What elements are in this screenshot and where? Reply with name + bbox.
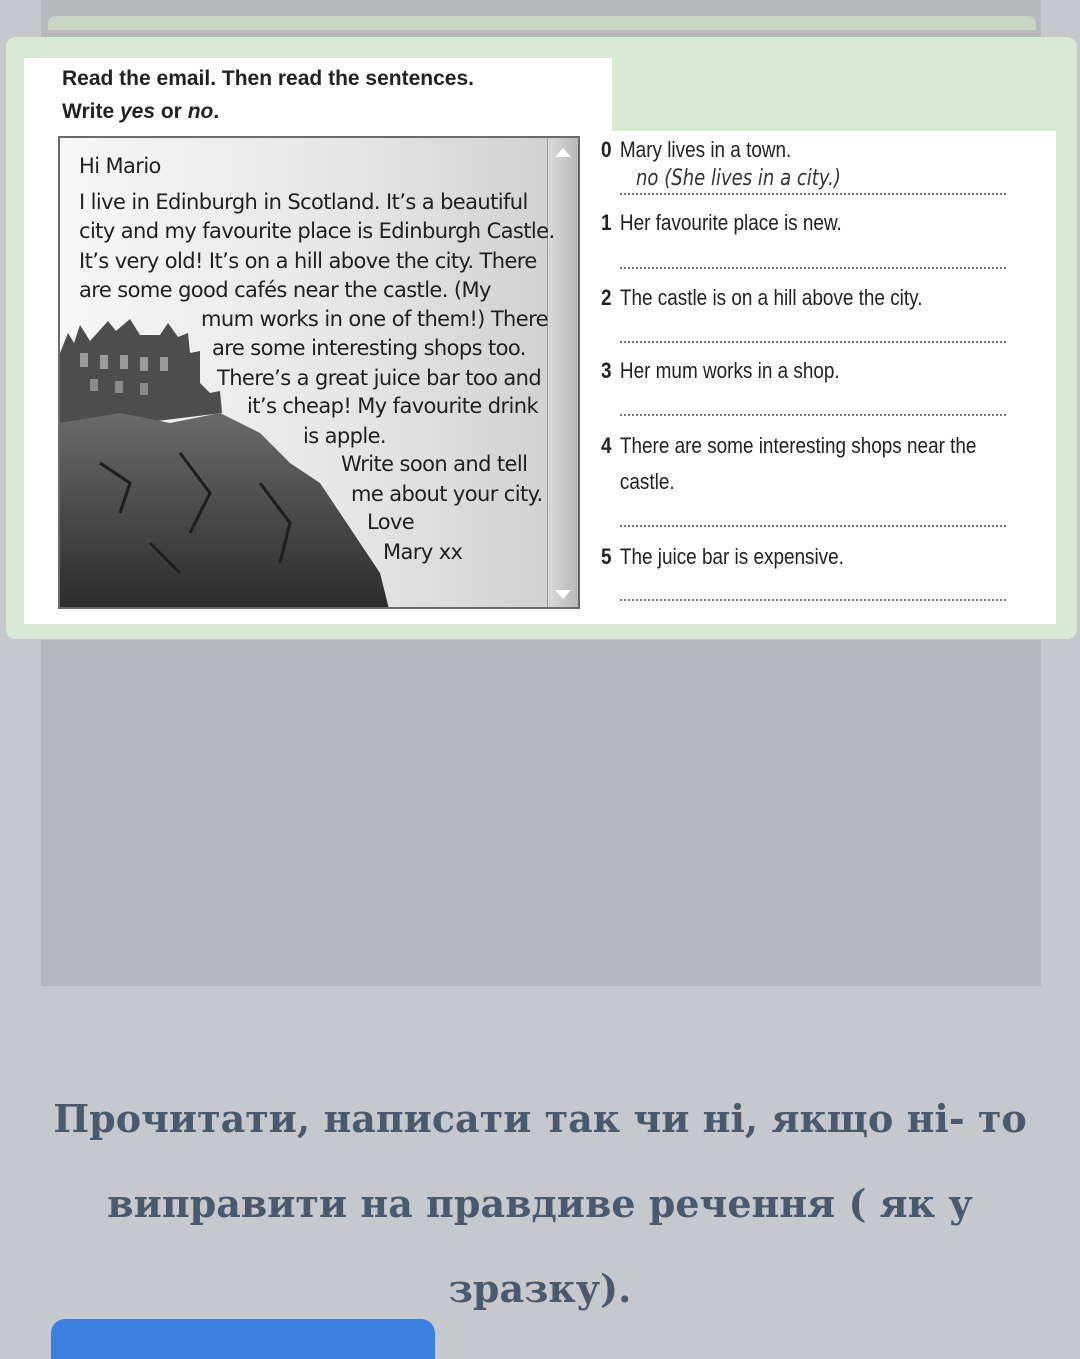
- email-signature: Mary xx: [383, 540, 463, 564]
- email-line: me about your city.: [351, 482, 543, 506]
- email-line: It’s very old! It’s on a hill above the city. There: [79, 249, 537, 273]
- sentence-4-continued: castle.: [619, 469, 675, 494]
- email-greeting: Hi Mario: [79, 154, 161, 178]
- email-signoff: Love: [367, 510, 415, 534]
- email-line: Write soon and tell: [341, 452, 528, 476]
- sentence-2: 2 The castle is on a hill above the city.: [601, 285, 923, 310]
- sentence-5: 5 The juice bar is expensive.: [601, 544, 844, 569]
- email-scrollbar[interactable]: [547, 138, 578, 607]
- email-line: mum works in one of them!) There: [201, 307, 548, 331]
- answer-line-4: [620, 525, 1006, 527]
- email-line: are some interesting shops too.: [212, 336, 526, 360]
- instruction-line-1: Read the email. Then read the sentences.: [62, 67, 474, 90]
- question-text: Прочитати, написати так чи ні, якщо ні- то виправити на правдиве речення ( як у зразку).: [53, 1096, 1027, 1311]
- sentence-1: 1 Her favourite place is new.: [601, 210, 842, 235]
- sentence-3: 3 Her mum works in a shop.: [601, 358, 840, 383]
- email-line: There’s a great juice bar too and: [217, 366, 542, 390]
- email-line: city and my favourite place is Edinburgh Castle.: [79, 219, 555, 243]
- email-line: I live in Edinburgh in Scotland. It’s a beautiful: [79, 190, 528, 214]
- instruction-line-2: Write yes or no.: [62, 100, 220, 123]
- email-line: it’s cheap! My favourite drink: [247, 394, 539, 418]
- answer-button[interactable]: [51, 1319, 435, 1359]
- answer-line-1: [620, 267, 1006, 269]
- answer-line-5: [620, 599, 1006, 601]
- email-line: is apple.: [303, 424, 387, 448]
- attachment-background: [41, 640, 1041, 986]
- scroll-down-icon[interactable]: [555, 590, 571, 599]
- email-line: are some good cafés near the castle. (My: [79, 278, 491, 302]
- answer-line-3: [620, 414, 1006, 416]
- answer-line-2: [620, 341, 1006, 343]
- scroll-up-icon[interactable]: [555, 148, 571, 157]
- example-answer: no (She lives in a city.): [636, 166, 841, 191]
- card-top-inner: [48, 16, 1036, 30]
- sentence-0: 0 Mary lives in a town.: [601, 137, 792, 162]
- worksheet-instructions: [62, 62, 602, 128]
- answer-line-0: [620, 193, 1006, 195]
- sentence-4: 4 There are some interesting shops near the: [601, 433, 977, 458]
